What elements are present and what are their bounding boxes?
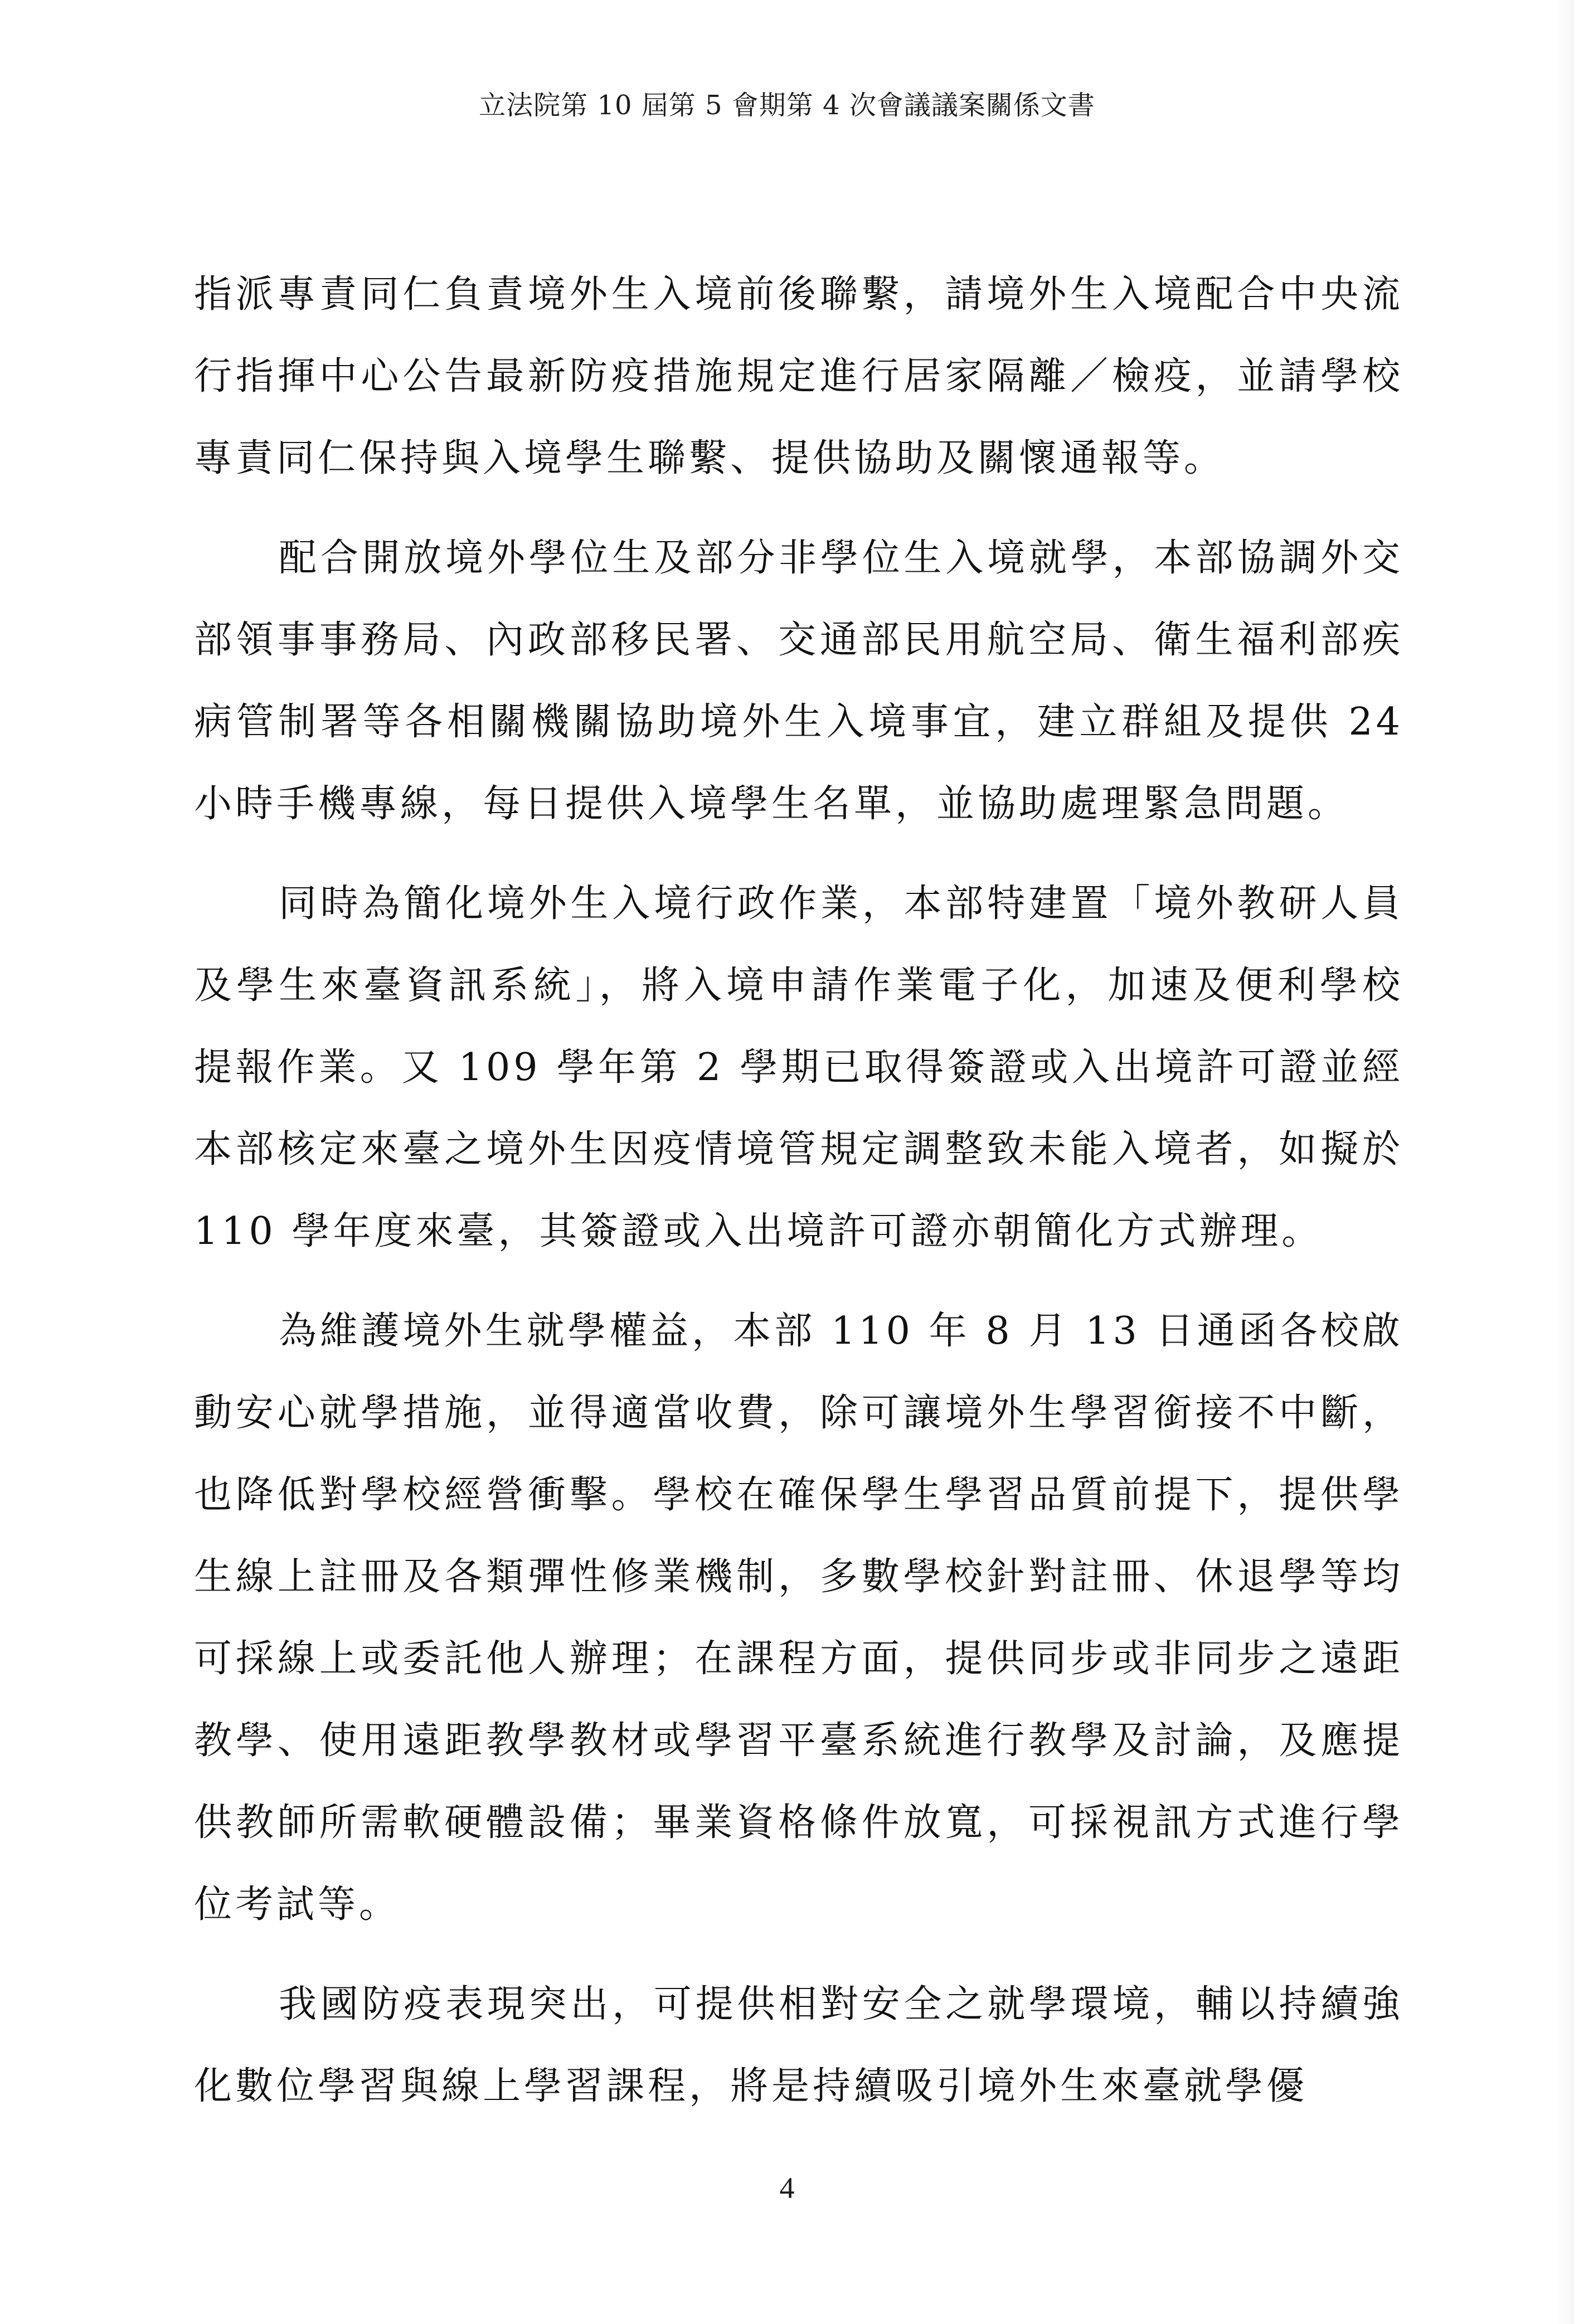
paragraph-epidemic-advantage: 我國防疫表現突出，可提供相對安全之就學環境，輔以持續強化數位學習與線上學習課程，將是持續吸引境外生來臺就學優 [194, 1982, 1403, 2108]
document-body [194, 254, 1403, 2145]
paragraph-entry-coordination: 配合開放境外學位生及部分非學位生入境就學，本部協調外交部領事事務局、內政部移民署、交通部民用航空局、衛生福利部疾病管制署等各相關機關協助境外生入境事宜，建立群組及提供 24 小時手機專線，每日提供入境學生名單，並協助處理緊急問題。 [194, 536, 1403, 826]
paragraph-admin-simplification: 同時為簡化境外生入境行政作業，本部特建置「境外教研人員及學生來臺資訊系統」，將入境申請作業電子化，加速及便利學校提報作業。又 109 學年第 2 學期已取得簽證或入出境許可證並經本部核定來臺之境外生因疫情境管規定調整致未能入境者，如擬於 110 學年度來臺，其簽證或入出境許可證亦朝簡化方式辦理。 [194, 882, 1403, 1253]
page-number: 4 [779, 2171, 795, 2205]
scan-edge-shadow [1555, 0, 1574, 2324]
paragraph-student-rights: 為維護境外生就學權益，本部 110 年 8 月 13 日通函各校啟動安心就學措施，並得適當收費，除可讓境外生學習銜接不中斷，也降低對學校經營衝擊。學校在確保學生學習品質前提下，提供學生線上註冊及各類彈性修業機制，多數學校針對註冊、休退學等均可採線上或委託他人辦理；在課程方面，提供同步或非同步之遠距教學、使用遠距教學教材或學習平臺系統進行教學及討論，及應提供教師所需軟硬體設備；畢業資格條件放寬，可採視訊方式進行學位考試等。 [194, 1309, 1403, 1927]
document-header: 立法院第 10 屆第 5 會期第 4 次會議議案關係文書 [479, 90, 1095, 121]
paragraph-continuation: 指派專責同仁負責境外生入境前後聯繫，請境外生入境配合中央流行指揮中心公告最新防疫措施規定進行居家隔離／檢疫，並請學校專責同仁保持與入境學生聯繫、提供協助及關懷通報等。 [194, 273, 1403, 480]
